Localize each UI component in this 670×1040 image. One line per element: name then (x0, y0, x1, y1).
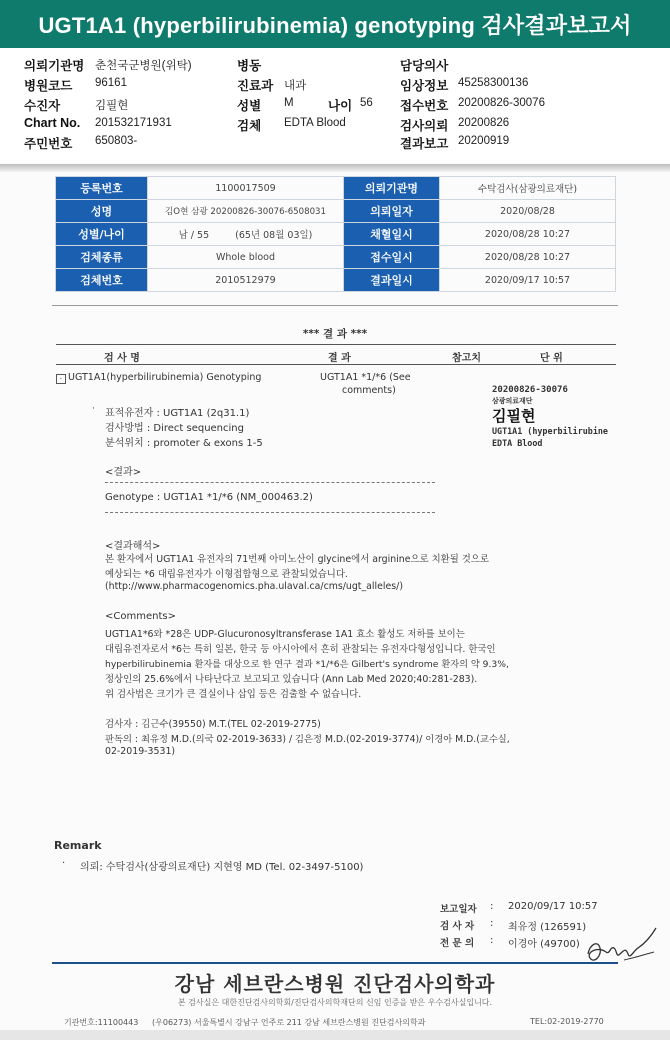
divider (56, 344, 616, 345)
cell-label: 의뢰일자 (344, 200, 440, 223)
specialist-value: 이경아 (49700) (508, 939, 580, 950)
certification-note: 본 검사실은 대한진단검사의학회/진단검사의학재단의 신임 인증을 받은 우수검사실입니다. (177, 998, 493, 1007)
analysis-region: 분석위치 : promoter & exons 1-5 (105, 438, 263, 449)
examiner-label: 검 사 자 (440, 921, 475, 932)
value-sex: M (284, 97, 294, 109)
cell-value: 2020/08/28 10:27 (440, 223, 616, 246)
reader-cont: 02-2019-3531) (105, 746, 176, 757)
comment-line: hyperbilirubinemia 환자를 대상으로 한 연구 결과 *1/*6은 Gilbert's syndrome 환자의 약 9.3%, (105, 659, 509, 670)
cell-value: 수탁검사(삼광의료재단) (440, 177, 616, 200)
value-test-request: 20200826 (458, 117, 510, 129)
col-test-name: 검 사 명 (104, 353, 140, 364)
value-department: 내과 (284, 80, 307, 92)
sticker-accession: 20200826-30076 (492, 385, 568, 395)
value-requesting-institution: 춘천국군병원(위탁) (95, 60, 192, 72)
value-clinical-info: 45258300136 (458, 77, 529, 89)
institution-number: 기관번호:11100443 (64, 1018, 139, 1027)
cell-value: 2020/09/17 10:57 (440, 269, 616, 292)
sticker-lab: 삼광의료재단 (492, 397, 533, 405)
footer-divider (52, 962, 618, 964)
value-specimen: EDTA Blood (284, 117, 346, 129)
page-bottom (0, 1030, 670, 1040)
value-chart-no: 201532171931 (95, 117, 172, 129)
cell-label: 검체번호 (56, 269, 148, 292)
value-accession-no: 20200826-30076 (458, 97, 545, 109)
value-age: 56 (360, 97, 373, 109)
cell-label: 등록번호 (56, 177, 148, 200)
comment-line: 정상인의 25.6%에서 나타난다고 보고되고 있습니다 (Ann Lab Med 2020;40:281-283). (105, 674, 478, 685)
col-reference: 참고치 (452, 353, 481, 364)
cell-label: 성별/나이 (56, 223, 148, 246)
col-unit: 단 위 (540, 353, 563, 364)
comments-title: <Comments> (105, 611, 176, 622)
col-result: 결 과 (328, 353, 351, 364)
cell-label: 성명 (56, 200, 148, 223)
cell-value: 2020/08/28 (440, 200, 616, 223)
sticker-specimen: EDTA Blood (492, 438, 543, 448)
bullet: · (92, 404, 95, 414)
remark-title: Remark (54, 839, 102, 852)
page-title: UGT1A1 (hyperbilirubinemia) genotyping 검사결과보고서 (0, 0, 670, 48)
cell-value (148, 223, 344, 246)
label-result-report: 결과보고 (400, 137, 449, 151)
label-patient: 수진자 (24, 99, 61, 113)
cell-value: 김O현 삼광 20200826-30076-6508031 (148, 200, 344, 223)
label-sex: 성별 (237, 99, 262, 113)
cell-value: 2010512979 (148, 269, 344, 292)
label-clinical-info: 임상정보 (400, 79, 449, 93)
cell-label: 채혈일시 (344, 223, 440, 246)
label-age: 나이 (328, 99, 353, 113)
interpretation-line: 예상되는 *6 대립유전자가 이형접합형으로 관찰되었습니다. (105, 569, 348, 580)
result-section-title: <결과> (105, 467, 142, 478)
report-date-value: 2020/09/17 10:57 (508, 901, 598, 912)
colon: : (490, 935, 494, 946)
address: (우06273) 서울특별시 강남구 언주로 211 강남 세브란스병원 진단검사의학과 (152, 1018, 426, 1027)
remark-item: 의뢰: 수탁검사(삼광의료재단) 지현영 MD (Tel. 02-3497-5100) (80, 862, 364, 873)
examiner-value: 최유정 (126591) (508, 922, 587, 933)
value-patient: 김필현 (95, 100, 129, 112)
reader: 판독의 : 최유정 M.D.(의국 02-2019-3633) / 김은정 M.D.(02-2019-3774)/ 이경아 M.D.(교수실, (105, 734, 510, 745)
table-row (56, 223, 616, 246)
result-value-cont: comments) (342, 385, 396, 396)
label-accession-no: 접수번호 (400, 99, 449, 113)
label-physician: 담당의사 (400, 59, 449, 73)
label-specimen: 검체 (237, 119, 262, 133)
label-department: 진료과 (237, 79, 274, 93)
result-header: *** 결 과 *** (302, 328, 368, 340)
interpretation-line: (http://www.pharmacogenomics.pha.ulaval.ca/cms/ugt_alleles/) (105, 581, 403, 592)
birth-date: (65년 08월 03일) (235, 230, 313, 241)
test-method: 검사방법 : Direct sequencing (105, 423, 244, 434)
specialist-label: 전 문 의 (440, 938, 475, 949)
report-date-label: 보고일자 (440, 904, 477, 915)
checkbox-icon: - (56, 374, 66, 384)
sticker-name: 김필현 (492, 407, 536, 425)
divider (105, 512, 435, 513)
comment-line: 위 검사법은 크기가 큰 결실이나 삽입 등은 검출할 수 없습니다. (105, 689, 362, 700)
label-resident-no: 주민번호 (24, 137, 73, 151)
interpretation-title: <결과해석> (105, 541, 161, 552)
test-name: UGT1A1(hyperbilirubinemia) Genotyping (68, 372, 262, 383)
interpretation-line: 본 환자에서 UGT1A1 유전자의 71번째 아미노산이 glycine에서 arginine으로 치환될 것으로 (105, 554, 489, 565)
colon: : (490, 901, 494, 912)
table-row (56, 269, 616, 292)
value-resident-no: 650803- (95, 135, 138, 147)
label-requesting-institution: 의뢰기관명 (24, 59, 85, 73)
sticker-test: UGT1A1 (hyperbilirubine (492, 426, 608, 436)
sex-age: 남 / 55 (178, 230, 210, 241)
cell-value: 2020/08/28 10:27 (440, 246, 616, 269)
value-result-report: 20200919 (458, 135, 510, 147)
cell-value: 1100017509 (148, 177, 344, 200)
cell-label: 검체종류 (56, 246, 148, 269)
tester: 검사자 : 김근수(39550) M.T.(TEL 02-2019-2775) (105, 719, 321, 730)
header-divider (0, 164, 670, 172)
label-hospital-code: 병원코드 (24, 79, 73, 93)
target-gene: 표적유전자 : UGT1A1 (2q31.1) (105, 408, 250, 419)
patient-info-table (55, 176, 616, 292)
cell-label: 접수일시 (344, 246, 440, 269)
hospital-name: 강남 세브란스병원 진단검사의학과 (174, 972, 496, 996)
cell-value: Whole blood (148, 246, 344, 269)
table-row (56, 246, 616, 269)
table-row (56, 177, 616, 200)
label-test-request: 검사의뢰 (400, 119, 449, 133)
colon: : (490, 918, 494, 929)
divider (52, 305, 618, 306)
genotype: Genotype : UGT1A1 *1/*6 (NM_000463.2) (105, 492, 313, 503)
divider (105, 482, 435, 483)
comment-line: 대립유전자로서 *6는 특히 일본, 한국 등 아시아에서 흔히 관찰되는 유전자다형성입니다. 한국인 (105, 644, 496, 655)
phone: TEL:02-2019-2770 (530, 1017, 604, 1026)
table-row (56, 200, 616, 223)
result-value: UGT1A1 *1/*6 (See (320, 372, 411, 383)
value-hospital-code: 96161 (95, 77, 127, 89)
cell-label: 의뢰기관명 (344, 177, 440, 200)
divider (56, 364, 616, 365)
label-chart-no: Chart No. (24, 116, 81, 130)
label-ward: 병동 (237, 59, 262, 73)
comment-line: UGT1A1*6와 *28은 UDP-Glucuronosyltransferase 1A1 효소 활성도 저하를 보이는 (105, 629, 465, 640)
cell-label: 결과일시 (344, 269, 440, 292)
patient-header (0, 48, 670, 166)
bullet: · (62, 858, 66, 869)
